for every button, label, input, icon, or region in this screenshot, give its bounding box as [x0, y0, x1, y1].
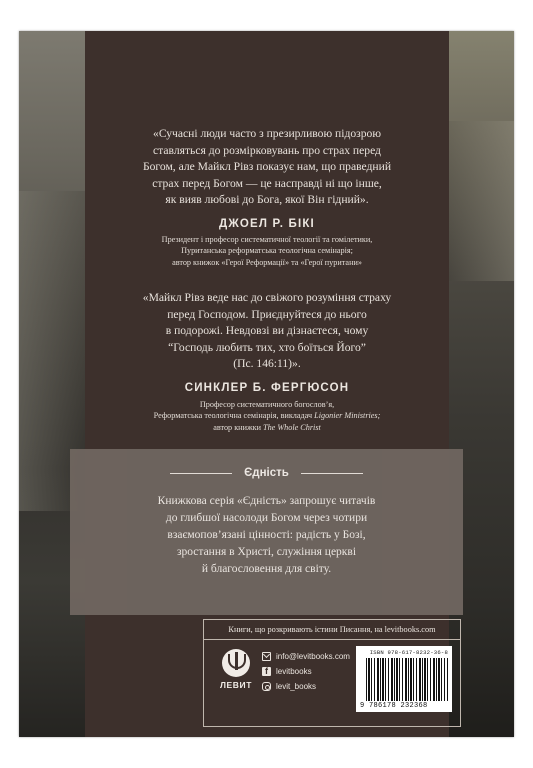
affiliation-line: Професор систематичного богослов’я,	[199, 400, 335, 409]
barcode-bars	[366, 658, 448, 701]
email-text: info@levitbooks.com	[276, 652, 350, 661]
affiliation-line: Пуританська реформатська теологічна семінарія;	[181, 246, 353, 256]
affiliation-line: Президент і професор систематичної теології та гомілетики,	[161, 235, 373, 244]
instagram-icon	[262, 682, 271, 691]
title-rule-right	[301, 473, 363, 474]
series-line: Книжкова серія «Єдність» запрошує читачів	[157, 495, 376, 507]
mountain-background-left	[19, 31, 89, 737]
facebook-text: levitbooks	[276, 667, 312, 676]
levit-logo-icon	[222, 649, 250, 677]
quote-line: страх перед Богом — це насправді ні що інше,	[152, 176, 382, 190]
mail-icon	[262, 652, 271, 661]
title-rule-left	[170, 473, 232, 474]
publisher-box	[203, 619, 461, 727]
text-panel	[85, 31, 449, 737]
affiliation-beeke	[85, 234, 449, 268]
isbn-barcode	[356, 646, 452, 712]
publisher-tagline: Книги, що розкривають істини Писання, на levitbooks.com	[204, 620, 460, 640]
affiliation-italic: Ligonier Ministries;	[314, 411, 381, 421]
quote-line: перед Господом. Приєднуйтеся до нього	[167, 307, 367, 321]
contact-instagram	[262, 679, 350, 694]
affiliation-ferguson	[85, 399, 449, 433]
publisher-contacts	[262, 649, 350, 694]
quote-ferguson	[85, 290, 449, 373]
facebook-icon	[262, 667, 271, 676]
author-beeke: ДЖОЕЛ Р. БІКІ	[219, 218, 315, 230]
quote-line: Богом, але Майкл Рівз показує нам, що праведний	[142, 160, 392, 173]
affiliation-line	[85, 422, 449, 433]
series-box	[70, 449, 463, 615]
affiliation-text: автор книжки	[213, 422, 264, 432]
quote-line: “Господь любить тих, хто боїться Його”	[168, 340, 366, 354]
quote-line: (Пс. 146:11)».	[233, 357, 301, 370]
series-line: зростання в Христі, служіння церкві	[176, 546, 357, 558]
quote-line: в подорожі. Невдовзі ви дізнаєтеся, чому	[165, 324, 369, 337]
isbn-text: ISBN 978-617-8232-36-8	[369, 649, 448, 656]
quote-beeke	[85, 126, 449, 209]
instagram-text: levit_books	[276, 682, 317, 691]
author-ferguson: СИНКЛЕР Б. ФЕРГЮСОН	[184, 382, 350, 394]
quote-line: як вияв любові до Бога, якої Він гідний».	[165, 193, 369, 206]
quote-line: «Майкл Рівз веде нас до свіжого розуміння страху	[142, 291, 392, 304]
publisher-logo	[217, 649, 255, 690]
series-line: й благословення для світу.	[201, 563, 332, 575]
affiliation-line	[85, 410, 449, 421]
contact-facebook	[262, 664, 350, 679]
series-line: взаємопов’язані цінності: радість у Бозі,	[167, 529, 366, 541]
series-line: до глибшої насолоди Богом через чотири	[165, 512, 368, 524]
barcode-digits: 9 786178 232368	[360, 702, 428, 710]
quote-line: ставляться до розмірковувань про страх перед	[153, 143, 381, 157]
affiliation-line: автор книжок «Герої Реформації» та «Герої пуритани»	[172, 257, 362, 267]
series-title: Єдність	[244, 467, 289, 479]
affiliation-italic: The Whole Christ	[263, 422, 321, 432]
publisher-name: ЛЕВИТ	[219, 680, 253, 690]
series-description	[70, 493, 463, 578]
series-title-row	[70, 465, 463, 481]
affiliation-text: Реформатська теологічна семінарія, викладач	[153, 411, 315, 421]
contact-email	[262, 649, 350, 664]
back-cover	[19, 31, 514, 737]
quote-line: «Сучасні люди часто з презирливою підозрою	[153, 127, 381, 140]
